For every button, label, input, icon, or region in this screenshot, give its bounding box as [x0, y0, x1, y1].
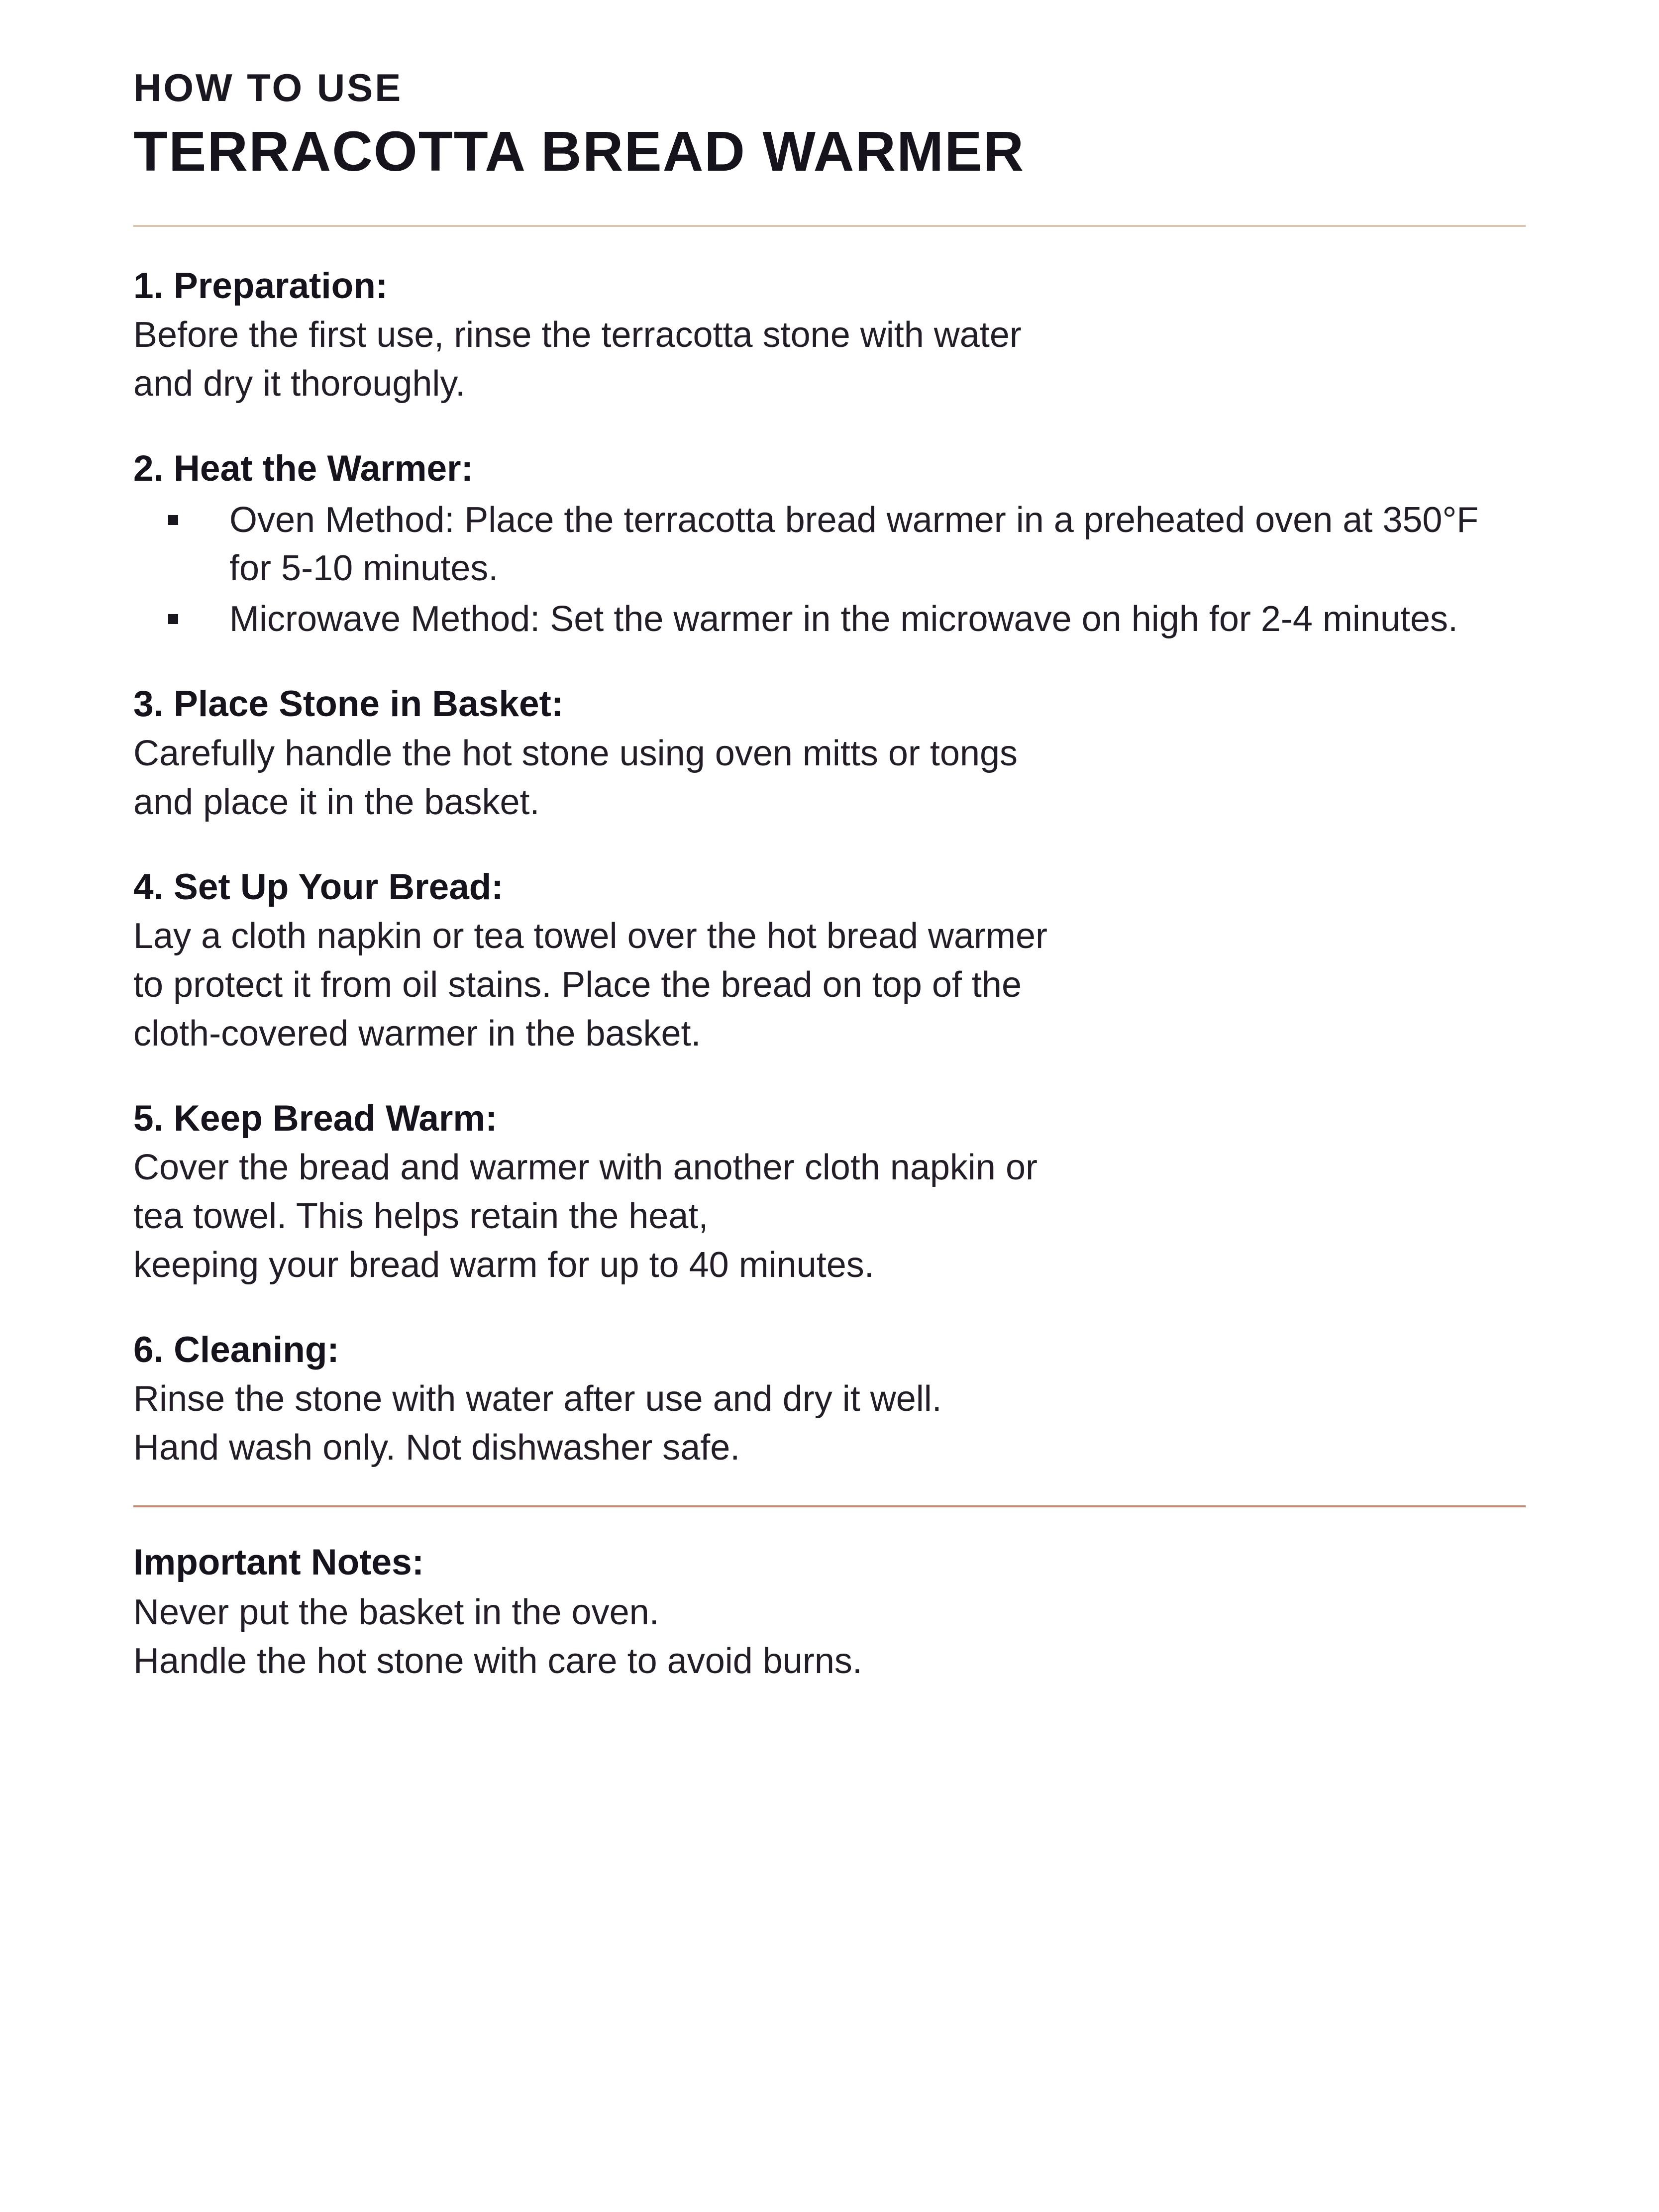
section-set-up-your-bread [133, 864, 1526, 1058]
list-item-label: Oven Method: Place the terracotta bread warmer in a preheated oven at 350°F for 5-10 minutes. [229, 500, 1479, 589]
section-cleaning [133, 1327, 1526, 1473]
bullet-list [133, 496, 1526, 644]
list-item-label: Microwave Method: Set the warmer in the microwave on high for 2-4 minutes. [229, 599, 1458, 639]
list-item [133, 595, 1526, 644]
section-line: and dry it thoroughly. [133, 364, 466, 404]
section-preparation [133, 263, 1526, 409]
section-heading: 4. Set Up Your Bread: [133, 866, 504, 907]
section-line: Carefully handle the hot stone using oven mitts or tongs [133, 733, 1018, 773]
divider-top [133, 225, 1526, 227]
important-notes [133, 1539, 1526, 1686]
section-line: cloth-covered warmer in the basket. [133, 1013, 701, 1053]
section-heading: 5. Keep Bread Warm: [133, 1098, 498, 1139]
notes-heading: Important Notes: [133, 1542, 424, 1583]
section-heat-the-warmer [133, 445, 1526, 644]
instructions-body [133, 263, 1526, 1473]
square-bullet-icon [168, 515, 178, 525]
section-heading: 2. Heat the Warmer: [133, 448, 473, 489]
section-line: tea towel. This helps retain the heat, [133, 1196, 709, 1237]
notes-line: Handle the hot stone with care to avoid burns. [133, 1641, 862, 1681]
section-line: Hand wash only. Not dishwasher safe. [133, 1428, 740, 1468]
page-title: TERRACOTTA BREAD WARMER [133, 119, 1025, 183]
section-heading: 6. Cleaning: [133, 1329, 339, 1370]
section-line: Before the first use, rinse the terracotta stone with water [133, 315, 1022, 355]
section-heading: 1. Preparation: [133, 265, 388, 306]
notes-line: Never put the basket in the oven. [133, 1592, 659, 1632]
section-line: Cover the bread and warmer with another cloth napkin or [133, 1148, 1037, 1188]
section-line: Rinse the stone with water after use and dry it well. [133, 1379, 942, 1419]
section-place-stone-in-basket [133, 681, 1526, 827]
document-header [133, 65, 1526, 182]
square-bullet-icon [168, 614, 178, 624]
eyebrow-text: HOW TO USE [133, 66, 403, 109]
section-keep-bread-warm [133, 1095, 1526, 1290]
section-heading: 3. Place Stone in Basket: [133, 684, 564, 725]
section-line: Lay a cloth napkin or tea towel over the hot bread warmer [133, 916, 1048, 956]
section-line: keeping your bread warm for up to 40 minutes. [133, 1245, 874, 1285]
section-line: to protect it from oil stains. Place the bread on top of the [133, 964, 1022, 1005]
divider-bottom [133, 1505, 1526, 1507]
list-item [133, 496, 1526, 594]
section-line: and place it in the basket. [133, 782, 540, 822]
